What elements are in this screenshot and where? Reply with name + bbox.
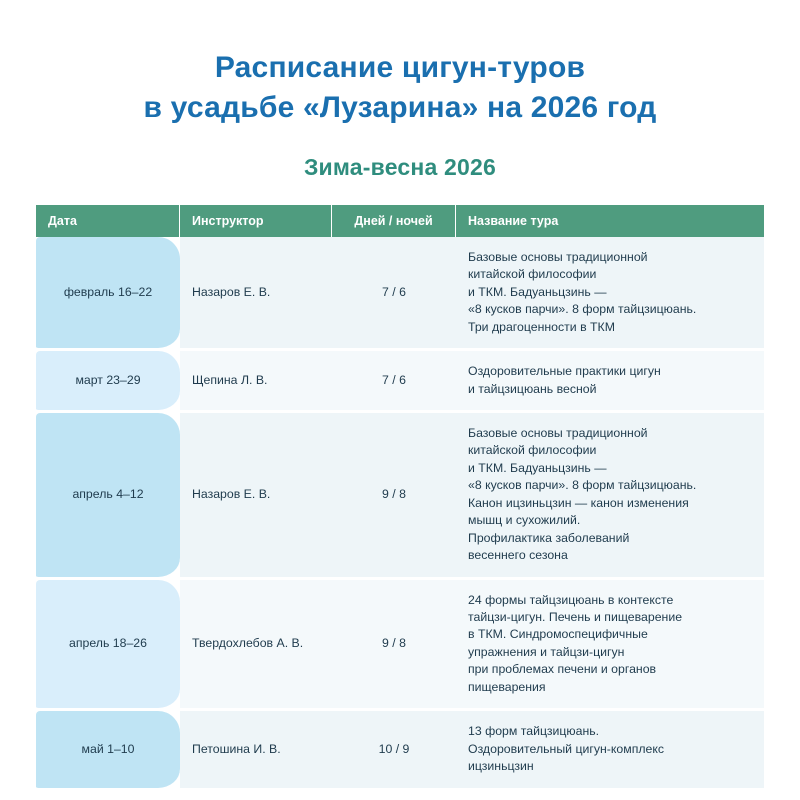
cell-tour <box>456 580 764 712</box>
cell-days: 9 / 8 <box>332 580 456 712</box>
cell-days: 7 / 6 <box>332 237 456 351</box>
cell-instructor: Твердохлебов А. В. <box>180 580 332 712</box>
tour-line: тайцзи-цигун. Печень и пищеварение <box>468 610 683 625</box>
page-title-line-2: в усадьбе «Лузарина» на 2026 год <box>143 90 657 124</box>
tour-line: в ТКМ. Синдромоспецифичные <box>468 627 648 642</box>
cell-date: апрель 18–26 <box>36 580 180 712</box>
tour-line: упражнения и тайцзи-цигун <box>468 644 625 659</box>
column-header-tour: Название тура <box>456 205 764 237</box>
table-row <box>36 580 764 712</box>
column-header-date: Дата <box>36 205 180 237</box>
cell-days: 10 / 9 <box>332 711 456 790</box>
tour-line: Базовые основы традиционной <box>468 249 648 264</box>
cell-instructor: Щепина Л. В. <box>180 351 332 413</box>
page-subtitle: Зима-весна 2026 <box>303 153 497 180</box>
tour-line: Базовые основы традиционной <box>468 425 648 440</box>
cell-date: февраль 16–22 <box>36 237 180 351</box>
cell-date: апрель 4–12 <box>36 413 180 580</box>
cell-instructor: Назаров Е. В. <box>180 237 332 351</box>
tour-line: китайской философии <box>468 443 597 458</box>
table-row <box>36 351 764 413</box>
table-header <box>36 205 764 237</box>
cell-days: 7 / 6 <box>332 351 456 413</box>
tour-line: «8 кусков парчи». 8 форм тайцзицюань. <box>468 302 697 317</box>
tour-line: пищеварения <box>468 679 546 694</box>
table-row <box>36 237 764 351</box>
tour-line: весеннего сезона <box>468 548 568 563</box>
cell-tour <box>456 413 764 580</box>
cell-tour <box>456 237 764 351</box>
tour-line: китайской философии <box>468 267 597 282</box>
page-title-line-1: Расписание цигун-туров <box>214 51 586 84</box>
tour-line: и тайцзицюань весной <box>468 381 597 396</box>
table-row <box>36 711 764 790</box>
table-header-row <box>36 205 764 237</box>
tour-line: Оздоровительный цигун-комплекс <box>468 741 665 756</box>
tour-line: и ТКМ. Бадуаньцзинь — <box>468 284 607 299</box>
cell-days: 9 / 8 <box>332 413 456 580</box>
tour-line: «8 кусков парчи». 8 форм тайцзицюань. <box>468 478 697 493</box>
page-title <box>0 0 800 128</box>
tour-line: Профилактика заболеваний <box>468 530 630 545</box>
tour-line: ицзиньцзин <box>468 759 534 774</box>
table-row <box>36 413 764 580</box>
column-header-instructor: Инструктор <box>180 205 332 237</box>
cell-instructor: Назаров Е. В. <box>180 413 332 580</box>
tour-line: мышц и сухожилий. <box>468 513 581 528</box>
schedule-table-wrapper <box>36 205 764 791</box>
tour-line: и ТКМ. Бадуаньцзинь — <box>468 460 607 475</box>
table-body <box>36 237 764 791</box>
cell-instructor: Петошина И. В. <box>180 711 332 790</box>
schedule-table <box>36 205 764 791</box>
tour-line: 24 формы тайцзицюань в контексте <box>468 592 674 607</box>
cell-tour <box>456 351 764 413</box>
cell-tour <box>456 711 764 790</box>
tour-line: 13 форм тайцзицюань. <box>468 724 600 739</box>
tour-line: Оздоровительные практики цигун <box>468 364 661 379</box>
column-header-days: Дней / ночей <box>332 205 456 237</box>
tour-line: Три драгоценности в ТКМ <box>468 319 615 334</box>
cell-date: май 1–10 <box>36 711 180 790</box>
tour-line: при проблемах печени и органов <box>468 662 657 677</box>
cell-date: март 23–29 <box>36 351 180 413</box>
tour-line: Канон ицзиньцзин — канон изменения <box>468 495 689 510</box>
